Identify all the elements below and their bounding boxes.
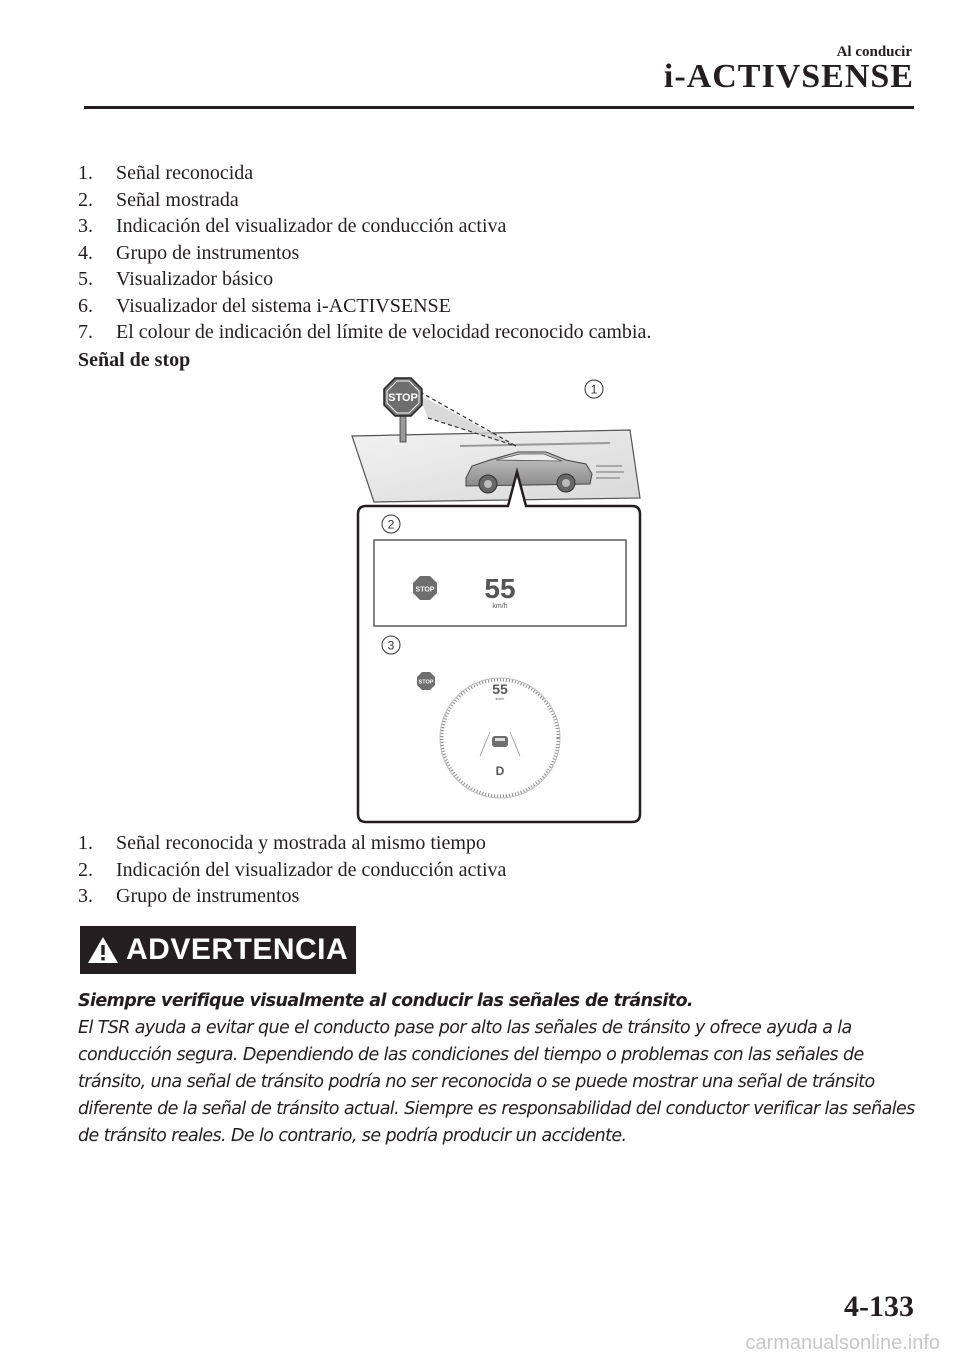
header-title: i-ACTIVSENSE bbox=[663, 58, 914, 95]
header-rule bbox=[84, 106, 914, 109]
list-item: 1. Señal reconocida bbox=[78, 162, 254, 184]
list-item: 2. Señal mostrada bbox=[78, 188, 239, 211]
page-number: 4-133 bbox=[844, 1290, 914, 1323]
svg-text:STOP: STOP bbox=[415, 586, 435, 594]
warning-lead: Siempre verifique visualmente al conducir las señales de tránsito. bbox=[78, 991, 693, 1011]
watermark: carmanualsonline.info bbox=[745, 1332, 940, 1354]
svg-text:STOP: STOP bbox=[418, 679, 434, 686]
warning-body bbox=[78, 988, 930, 1150]
stop-sign-illustration bbox=[340, 372, 642, 824]
svg-text:1: 1 bbox=[590, 382, 598, 397]
list-item: 3. Grupo de instrumentos bbox=[78, 885, 300, 907]
list-item: 3. Indicación del visualizador de conducción activa bbox=[78, 215, 507, 237]
stop-sign-list bbox=[78, 830, 506, 910]
list-item: 1. Señal reconocida y mostrada al mismo tiempo bbox=[78, 832, 486, 854]
svg-text:3: 3 bbox=[387, 638, 395, 653]
cluster-unit: km/h bbox=[495, 696, 505, 701]
hud-speed: 55 bbox=[484, 573, 516, 604]
warning-label: ADVERTENCIA bbox=[126, 933, 349, 966]
warning-triangle-icon bbox=[80, 926, 126, 974]
cluster-gear: D bbox=[495, 764, 505, 778]
stop-sign-text: STOP bbox=[388, 392, 418, 404]
svg-text:2: 2 bbox=[387, 517, 395, 532]
list-item: 6. Visualizador del sistema i-ACTIVSENSE bbox=[78, 294, 451, 317]
list-item: 4. Grupo de instrumentos bbox=[78, 241, 300, 264]
recognized-sign-list bbox=[78, 160, 651, 346]
cluster-speed: 55 bbox=[492, 681, 508, 697]
list-item: 2. Indicación del visualizador de conducción activa bbox=[78, 858, 507, 881]
warning-banner bbox=[80, 926, 356, 974]
warning-text: El TSR ayuda a evitar que el conducto pase por alto las señales de tránsito y ofrece ayuda a la conducción segura. Dependiendo de las condiciones del tiempo o problemas con las señales de tránsito, una señal de tránsito podría no ser reconocida o se puede mostrar una señal de tránsito diferente de la señal de tránsito actual. Siempre es responsabilidad del conductor verificar las señales de tránsito reales. De lo contrario, se podría producir un accidente. bbox=[78, 1018, 915, 1146]
cluster-car-icon bbox=[492, 736, 508, 747]
subheading-stop-sign: Señal de stop bbox=[78, 349, 191, 371]
list-item: 5. Visualizador básico bbox=[78, 268, 274, 290]
header-section: Al conducir bbox=[836, 44, 912, 60]
hud-unit: km/h bbox=[492, 603, 508, 610]
list-item: 7. El colour de indicación del límite de velocidad reconocido cambia. bbox=[78, 321, 652, 343]
